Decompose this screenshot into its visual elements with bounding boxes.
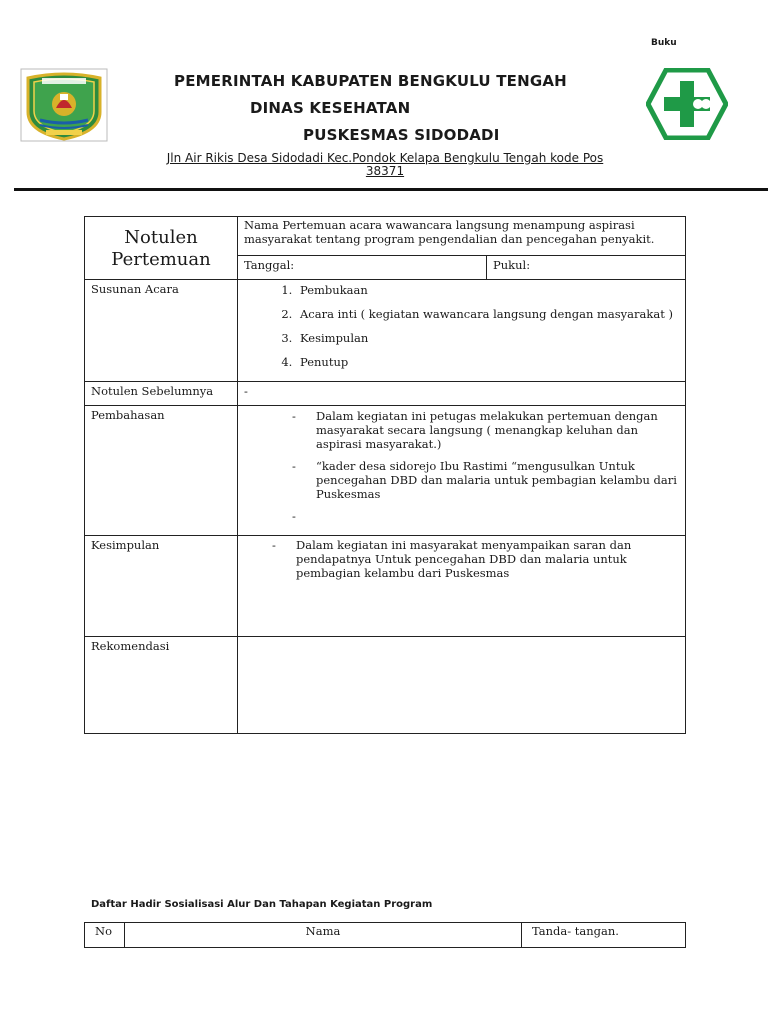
time-label: Pukul: [493,257,531,272]
discussion-list [244,409,679,523]
notulen-table [84,216,686,734]
regency-seal-icon [20,68,108,142]
puskesmas-title: PUSKESMAS SIDODADI [303,126,500,144]
previous-notes-value: - [238,382,686,406]
corner-label: Buku [651,38,677,48]
previous-notes-label: Notulen Sebelumnya [85,382,238,406]
list-item: 2. Acara inti ( kegiatan wawancara langsung dengan masyarakat ) [296,307,679,321]
list-item [292,509,679,523]
attendance-table [84,922,686,948]
meeting-name: Nama Pertemuan acara wawancara langsung menampung aspirasi masyarakat tentang program pengendalian dan pencegahan penyakit. [238,217,685,255]
agenda-list [244,283,679,369]
conclusion-list [244,538,679,580]
office-title: DINAS KESEHATAN [250,99,411,117]
col-name-header: Nama [125,923,522,948]
header-divider [14,188,768,191]
list-item: - Dalam kegiatan ini masyarakat menyampaikan saran dan pendapatnya Untuk pencegahan DBD dan malaria untuk pembagian kelambu dari Puskesmas [272,538,679,580]
puskesmas-logo-icon [646,68,728,140]
discussion-label: Pembahasan [85,406,238,536]
attendance-title: Daftar Hadir Sosialisasi Alur Dan Tahapan Kegiatan Program [91,899,433,910]
gov-title: PEMERINTAH KABUPATEN BENGKULU TENGAH [174,72,567,90]
conclusion-label: Kesimpulan [85,536,238,637]
notulen-title: Notulen Pertemuan [85,217,238,280]
date-label: Tanggal: [238,255,487,279]
col-signature-header: Tanda- tangan. [522,923,686,948]
list-item: 4. Penutup [296,355,679,369]
meeting-info [238,217,685,279]
address: Jln Air Rikis Desa Sidodadi Kec.Pondok Kelapa Bengkulu Tengah kode Pos 38371 [166,151,604,178]
list-item: 3. Kesimpulan [296,331,679,345]
list-item: 1. Pembukaan [296,283,679,297]
list-item: - “kader desa sidorejo Ibu Rastimi “mengusulkan Untuk pencegahan DBD dan malaria untuk pembagian kelambu dari Puskesmas [292,459,679,501]
list-item: - Dalam kegiatan ini petugas melakukan pertemuan dengan masyarakat secara langsung ( menangkap keluhan dan aspirasi masyarakat.) [292,409,679,451]
agenda-label: Susunan Acara [85,280,238,382]
recommendation-label: Rekomendasi [85,637,238,734]
recommendation-value [238,637,686,734]
col-no-header: No [85,923,125,948]
